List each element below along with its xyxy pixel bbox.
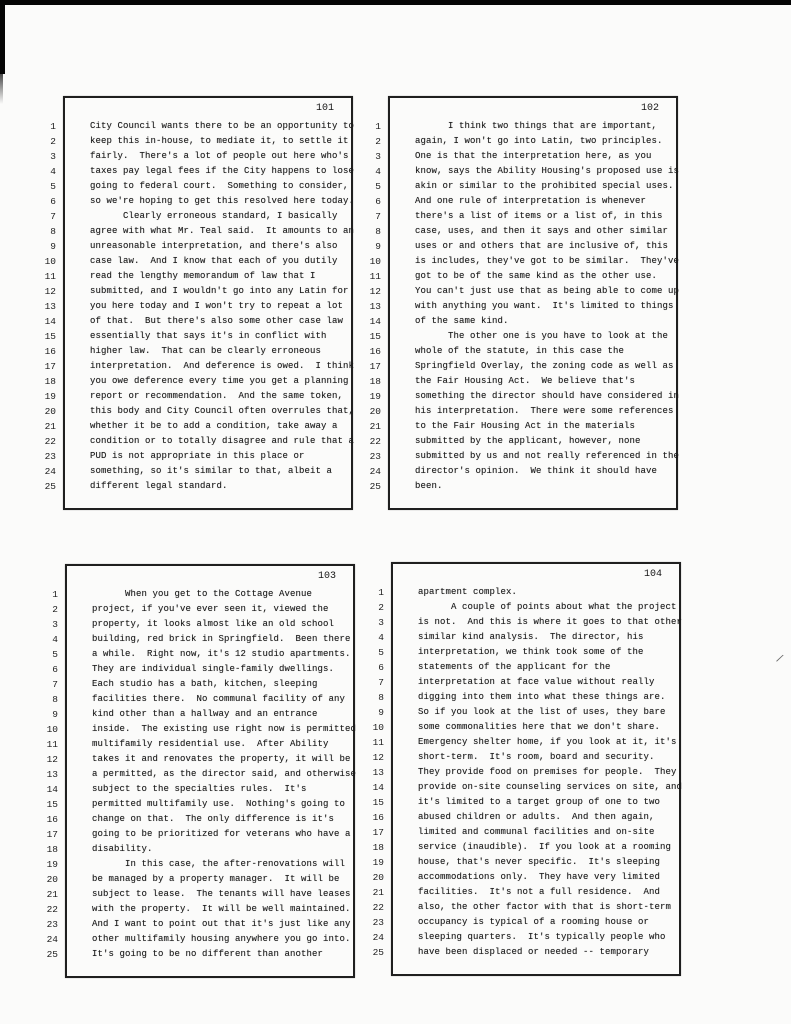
line-number: 12	[369, 286, 381, 297]
transcript-line: City Council wants there to be an opportunity to	[90, 121, 355, 131]
line-number: 4	[375, 166, 381, 177]
transcript-line: taxes pay legal fees if the City happens to lose	[90, 166, 355, 176]
page-box	[388, 96, 678, 510]
line-number: 19	[372, 857, 384, 868]
transcript-line: facilities there. No communal facility of any	[92, 694, 346, 704]
line-number: 23	[44, 451, 56, 462]
transcript-line: Emergency shelter home, if you look at it, it's	[418, 737, 677, 747]
line-number: 8	[50, 226, 56, 237]
line-number: 10	[372, 722, 384, 733]
transcript-line: project, if you've ever seen it, viewed the	[92, 604, 329, 614]
transcript-line: It's going to be no different than another	[92, 949, 324, 959]
scan-edge-top	[0, 0, 791, 5]
transcript-line: submitted, and I wouldn't go into any Latin for	[90, 286, 349, 296]
transcript-line: been.	[415, 481, 443, 491]
line-number: 10	[44, 256, 56, 267]
line-number: 24	[44, 466, 56, 477]
transcript-line: change on that. The only difference is it's	[92, 814, 335, 824]
line-number: 18	[372, 842, 384, 853]
line-number: 9	[375, 241, 381, 252]
line-number: 18	[44, 376, 56, 387]
line-number: 14	[369, 316, 381, 327]
transcript-line: A couple of points about what the project	[418, 602, 677, 612]
transcript-line: whole of the statute, in this case the	[415, 346, 625, 356]
transcript-line: PUD is not appropriate in this place or	[90, 451, 305, 461]
line-number: 21	[369, 421, 381, 432]
line-number: 7	[50, 211, 56, 222]
line-number: 10	[369, 256, 381, 267]
line-number: 11	[44, 271, 56, 282]
line-number: 23	[369, 451, 381, 462]
line-number: 13	[44, 301, 56, 312]
transcript-line: You can't just use that as being able to come up	[415, 286, 680, 296]
transcript-line: Springfield Overlay, the zoning code as well as	[415, 361, 674, 371]
scan-artifact-mark: /	[774, 653, 785, 667]
transcript-line: And I want to point out that it's just like any	[92, 919, 351, 929]
page-number: 101	[315, 103, 334, 114]
line-number: 4	[50, 166, 56, 177]
page-box	[391, 562, 681, 976]
transcript-line: subject to the specialties rules. It's	[92, 784, 307, 794]
line-number: 5	[375, 181, 381, 192]
line-number: 20	[44, 406, 56, 417]
line-number: 16	[372, 812, 384, 823]
transcript-line: submitted by the applicant, however, none	[415, 436, 641, 446]
line-number: 24	[46, 934, 58, 945]
line-number-column	[40, 564, 58, 978]
page-lines	[393, 585, 683, 960]
page-lines	[65, 119, 355, 494]
transcript-line: subject to lease. The tenants will have leases	[92, 889, 351, 899]
transcript-line: When you get to the Cottage Avenue	[92, 589, 313, 599]
line-number: 25	[369, 481, 381, 492]
line-number: 2	[52, 604, 58, 615]
line-number: 14	[44, 316, 56, 327]
line-number: 15	[372, 797, 384, 808]
transcript-line: sleeping quarters. It's typically people who	[418, 932, 666, 942]
transcript-line: interpretation, we think took some of the	[418, 647, 644, 657]
transcript-line: going to federal court. Something to consider,	[90, 181, 349, 191]
line-number: 3	[50, 151, 56, 162]
page-lines	[390, 119, 680, 494]
transcript-line: of that. But there's also some other case law	[90, 316, 344, 326]
transcript-line: Each studio has a bath, kitchen, sleeping	[92, 679, 318, 689]
page-box	[63, 96, 353, 510]
transcript-line: unreasonable interpretation, and there's also	[90, 241, 338, 251]
transcript-line: inside. The existing use right now is permitted	[92, 724, 357, 734]
line-number: 20	[369, 406, 381, 417]
transcript-line: kind other than a hallway and an entrance	[92, 709, 318, 719]
line-number: 17	[372, 827, 384, 838]
page-number: 103	[317, 571, 336, 582]
line-number: 1	[378, 587, 384, 598]
line-number: 6	[52, 664, 58, 675]
line-number: 16	[46, 814, 58, 825]
transcript-line: property, it looks almost like an old school	[92, 619, 335, 629]
line-number: 5	[52, 649, 58, 660]
transcript-line: facilities. It's not a full residence. And	[418, 887, 661, 897]
line-number: 18	[369, 376, 381, 387]
line-number: 6	[378, 662, 384, 673]
transcript-line: house, that's never specific. It's sleeping	[418, 857, 661, 867]
transcript-line: is not. And this is where it goes to that other	[418, 617, 683, 627]
line-number: 20	[372, 872, 384, 883]
line-number: 7	[375, 211, 381, 222]
transcript-line: something, so it's similar to that, albeit a	[90, 466, 333, 476]
line-number: 9	[52, 709, 58, 720]
line-number: 8	[375, 226, 381, 237]
line-number: 11	[372, 737, 384, 748]
transcript-line: read the lengthy memorandum of law that I	[90, 271, 316, 281]
transcript-line: keep this in-house, to mediate it, to settle it	[90, 136, 349, 146]
transcript-line: They are individual single-family dwellings.	[92, 664, 335, 674]
line-number: 2	[375, 136, 381, 147]
transcript-line: essentially that says it's in conflict with	[90, 331, 327, 341]
transcript-line: accommodations only. They have very limited	[418, 872, 661, 882]
line-number: 24	[372, 932, 384, 943]
line-number: 9	[50, 241, 56, 252]
page-box	[65, 564, 355, 978]
transcript-line: apartment complex.	[418, 587, 518, 597]
transcript-line: also, the other factor with that is short-term	[418, 902, 672, 912]
transcript-line: you owe deference every time you get a planning	[90, 376, 349, 386]
transcript-line: whether it be to add a condition, take away a	[90, 421, 338, 431]
line-number: 11	[369, 271, 381, 282]
transcript-line: submitted by us and not really referenced in the	[415, 451, 680, 461]
line-number: 15	[369, 331, 381, 342]
line-number: 3	[375, 151, 381, 162]
transcript-line: They provide food on premises for people. They	[418, 767, 677, 777]
line-number: 20	[46, 874, 58, 885]
line-number: 13	[369, 301, 381, 312]
line-number: 13	[372, 767, 384, 778]
transcript-line: case law. And I know that each of you dutily	[90, 256, 338, 266]
transcript-line: with anything you want. It's limited to things	[415, 301, 674, 311]
transcript-page-102	[363, 96, 678, 510]
transcript-line: know, says the Ability Housing's proposed use is	[415, 166, 680, 176]
line-number: 19	[44, 391, 56, 402]
transcript-line: takes it and renovates the property, it will be	[92, 754, 351, 764]
line-number: 25	[46, 949, 58, 960]
line-number: 15	[46, 799, 58, 810]
transcript-line: limited and communal facilities and on-site	[418, 827, 655, 837]
line-number: 22	[44, 436, 56, 447]
line-number: 2	[50, 136, 56, 147]
line-number: 19	[369, 391, 381, 402]
page-lines	[67, 587, 357, 962]
line-number: 15	[44, 331, 56, 342]
line-number: 8	[378, 692, 384, 703]
transcript-line: have been displaced or needed -- temporary	[418, 947, 650, 957]
transcript-line: agree with what Mr. Teal said. It amounts to an	[90, 226, 355, 236]
transcript-line: a permitted, as the director said, and otherwise	[92, 769, 357, 779]
line-number: 1	[50, 121, 56, 132]
transcript-line: fairly. There's a lot of people out here who's	[90, 151, 349, 161]
line-number: 22	[372, 902, 384, 913]
transcript-line: of the same kind.	[415, 316, 509, 326]
line-number-column	[38, 96, 56, 510]
transcript-line: report or recommendation. And the same token,	[90, 391, 344, 401]
line-number: 13	[46, 769, 58, 780]
transcript-page-104	[366, 562, 681, 976]
line-number: 12	[46, 754, 58, 765]
page-number: 104	[643, 569, 662, 580]
transcript-line: uses or and others that are inclusive of, this	[415, 241, 669, 251]
transcript-line: interpretation at face value without really	[418, 677, 655, 687]
line-number: 1	[375, 121, 381, 132]
transcript-line: provide on-site counseling services on site, and	[418, 782, 683, 792]
line-number-column	[363, 96, 381, 510]
transcript-line: you here today and I won't try to repeat a lot	[90, 301, 344, 311]
transcript-line: different legal standard.	[90, 481, 228, 491]
transcript-line: I think two things that are important,	[415, 121, 658, 131]
line-number: 3	[378, 617, 384, 628]
transcript-line: statements of the applicant for the	[418, 662, 611, 672]
transcript-line: occupancy is typical of a rooming house or	[418, 917, 650, 927]
transcript-line: akin or similar to the prohibited special uses.	[415, 181, 674, 191]
line-number: 7	[378, 677, 384, 688]
transcript-line: other multifamily housing anywhere you go into.	[92, 934, 351, 944]
line-number-column	[366, 562, 384, 976]
transcript-line: to the Fair Housing Act in the materials	[415, 421, 636, 431]
transcript-line: One is that the interpretation here, as you	[415, 151, 652, 161]
transcript-page-101	[38, 96, 353, 510]
line-number: 3	[52, 619, 58, 630]
line-number: 23	[46, 919, 58, 930]
transcript-line: condition or to totally disagree and rule that a	[90, 436, 355, 446]
line-number: 17	[44, 361, 56, 372]
transcript-line: going to be prioritized for veterans who have a	[92, 829, 351, 839]
transcript-line: this body and City Council often overrules that,	[90, 406, 355, 416]
line-number: 9	[378, 707, 384, 718]
transcript-line: building, red brick in Springfield. Been there	[92, 634, 351, 644]
line-number: 16	[44, 346, 56, 357]
line-number: 10	[46, 724, 58, 735]
line-number: 11	[46, 739, 58, 750]
line-number: 4	[52, 634, 58, 645]
transcript-line: so we're hoping to get this resolved here today.	[90, 196, 355, 206]
line-number: 12	[372, 752, 384, 763]
line-number: 22	[369, 436, 381, 447]
transcript-line: similar kind analysis. The director, his	[418, 632, 644, 642]
transcript-line: interpretation. And deference is owed. I think	[90, 361, 355, 371]
transcript-line: his interpretation. There were some references	[415, 406, 674, 416]
transcript-line: higher law. That can be clearly erroneous	[90, 346, 322, 356]
transcript-line: a while. Right now, it's 12 studio apartments.	[92, 649, 351, 659]
transcript-line: And one rule of interpretation is whenever	[415, 196, 647, 206]
transcript-line: it's limited to a target group of one to two	[418, 797, 661, 807]
line-number: 21	[46, 889, 58, 900]
line-number: 1	[52, 589, 58, 600]
line-number: 21	[44, 421, 56, 432]
transcript-line: there's a list of items or a list of, in this	[415, 211, 663, 221]
transcript-line: be managed by a property manager. It will be	[92, 874, 340, 884]
line-number: 22	[46, 904, 58, 915]
line-number: 7	[52, 679, 58, 690]
line-number: 5	[50, 181, 56, 192]
transcript-line: service (inaudible). If you look at a rooming	[418, 842, 672, 852]
transcript-line: got to be of the same kind as the other use.	[415, 271, 658, 281]
transcript-line: again, I won't go into Latin, two principles.	[415, 136, 663, 146]
line-number: 4	[378, 632, 384, 643]
line-number: 17	[46, 829, 58, 840]
transcript-line: disability.	[92, 844, 153, 854]
line-number: 18	[46, 844, 58, 855]
transcript-line: In this case, the after-renovations will	[92, 859, 346, 869]
scan-edge-left-fade	[0, 74, 3, 104]
transcript-line: the Fair Housing Act. We believe that's	[415, 376, 636, 386]
transcript-line: digging into them into what these things are.	[418, 692, 666, 702]
line-number: 8	[52, 694, 58, 705]
scan-edge-left	[0, 0, 5, 74]
line-number: 23	[372, 917, 384, 928]
line-number: 2	[378, 602, 384, 613]
transcript-line: some commonalities here that we don't share.	[418, 722, 661, 732]
transcript-line: The other one is you have to look at the	[415, 331, 669, 341]
transcript-line: case, uses, and then it says and other similar	[415, 226, 669, 236]
transcript-line: is includes, they've got to be similar. They've	[415, 256, 680, 266]
line-number: 12	[44, 286, 56, 297]
transcript-line: director's opinion. We think it should have	[415, 466, 658, 476]
transcript-line: short-term. It's room, board and security.	[418, 752, 655, 762]
transcript-page-103	[40, 564, 355, 978]
line-number: 5	[378, 647, 384, 658]
transcript-line: permitted multifamily use. Nothing's going to	[92, 799, 346, 809]
transcript-line: with the property. It will be well maintained.	[92, 904, 351, 914]
line-number: 24	[369, 466, 381, 477]
line-number: 6	[375, 196, 381, 207]
line-number: 19	[46, 859, 58, 870]
line-number: 14	[46, 784, 58, 795]
transcript-line: multifamily residential use. After Ability	[92, 739, 329, 749]
transcript-line: Clearly erroneous standard, I basically	[90, 211, 338, 221]
line-number: 17	[369, 361, 381, 372]
line-number: 6	[50, 196, 56, 207]
line-number: 25	[44, 481, 56, 492]
transcript-line: something the director should have considered in	[415, 391, 680, 401]
line-number: 14	[372, 782, 384, 793]
page-number: 102	[640, 103, 659, 114]
line-number: 25	[372, 947, 384, 958]
line-number: 16	[369, 346, 381, 357]
transcript-line: abused children or adults. And then again,	[418, 812, 655, 822]
line-number: 21	[372, 887, 384, 898]
transcript-line: So if you look at the list of uses, they bare	[418, 707, 666, 717]
